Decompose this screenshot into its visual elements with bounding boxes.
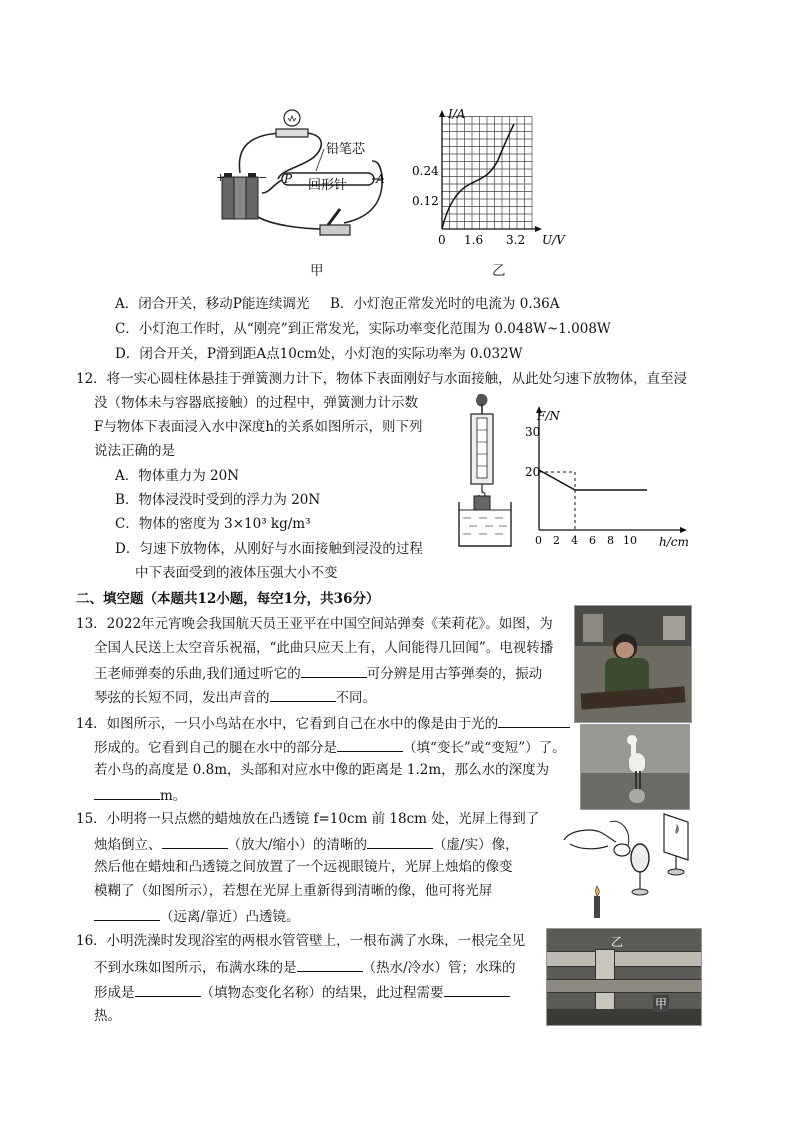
q12-stem-line3: F与物体下表面浸入水中深度h的关系如图所示，则下列 [94,419,423,435]
q13-line1: 13．2022年元宵晚会我国航天员王亚平在中国空间站弹奏《茉莉花》。如图，为 [76,616,553,632]
q13-blank-1[interactable] [301,663,367,678]
fh-xtick: 2 [553,534,560,547]
q14-blank-1[interactable] [498,713,570,728]
q15-blank-1[interactable] [162,834,228,849]
q15-text: （放大/缩小）的清晰的 [227,837,368,853]
q16-line4: 热。 [94,1008,121,1024]
q16-line2 [94,957,516,977]
q16-line3 [94,982,510,1002]
fh-xtick: 0 [535,534,542,547]
q11-option-d: D．闭合开关，P滑到距A点10cm处，小灯泡的实际功率为 0.032W [115,346,523,362]
q16-blank-1[interactable] [297,957,363,972]
q16-text: 不到水珠如图所示，布满水珠的是 [94,960,297,976]
iu-xtick: 0 [438,233,446,247]
q14-text: m。 [160,788,187,804]
fh-ytick: 30 [525,425,541,439]
q14-blank-2[interactable] [337,737,403,752]
section-title: 二、填空题（本题共12小题，每空1分，共36分） [76,591,380,607]
q15-line4: 模糊了（如图所示），若想在光屏上重新得到清晰的像，他可将光屏 [94,883,493,899]
q15-line3: 然后他在蜡烛和凸透镜之间放置了一个远视眼镜片，光屏上烛焰的像变 [94,859,513,875]
q12-stem-line4: 说法正确的是 [94,443,175,459]
q14-line2 [94,737,566,757]
astronaut-guzheng-photo [574,605,692,723]
q16-line1: 16．小明洗澡时发现浴室的两根水管管壁上，一根布满了水珠，一根完全见 [76,933,526,949]
plus-terminal-label: + [216,171,226,184]
q15-blank-3[interactable] [94,906,160,921]
q13-blank-2[interactable] [270,687,336,702]
q16-text: （填物态变化名称）的结果，此过程需要 [200,985,444,1001]
q14-line1 [76,713,570,733]
q12-option-a: A．物体重力为 20N [115,468,240,484]
fh-xtick: 4 [571,534,578,547]
q16-text: 形成是 [94,985,135,1001]
q15-line2 [94,834,519,854]
spring-scale-apparatus [455,390,527,550]
q13-line3 [94,663,542,683]
minus-terminal-label: − [258,171,268,184]
q12-stem-line2: 没（物体未与容器底接触）的过程中，弹簧测力计示数 [94,395,418,411]
pipe-label-jia: 甲 [655,997,668,1011]
q15-text: （虚/实）像， [433,837,519,853]
q16-blank-2[interactable] [135,982,201,997]
iu-xtick: 1.6 [464,233,484,247]
q12-option-b: B．物体浸没时受到的浮力为 20N [115,492,321,508]
q13-text: 可分辨是用古筝弹奏的，振动 [366,666,543,682]
q13-line4 [94,687,376,707]
fh-xtick: 10 [623,534,637,547]
q14-text: 形成的。它看到自己的腿在水中的部分是 [94,740,337,756]
q14-text: 14．如图所示，一只小鸟站在水中，它看到自己在水中的像是由于光的 [76,716,499,732]
q14-text: （填“变长”或“变短”）了。 [403,740,566,756]
q13-text: 王老师弹奏的乐曲,我们通过听它的 [94,666,301,682]
fh-ytick: 20 [525,465,541,479]
iu-grid-lines [442,117,532,230]
iu-ytick: 0.12 [412,194,439,208]
q15-line1: 15．小明将一只点燃的蜡烛放在凸透镜 f=10cm 前 18cm 处，光屏上得到了 [76,811,540,827]
slider-p-label: P [284,172,293,186]
pipe-label-yi: 乙 [611,935,624,949]
q14-blank-3[interactable] [94,785,160,800]
q12-option-d: D．匀速下放物体，从刚好与水面接触到浸没的过程 [115,541,423,557]
q15-text: 烛焰倒立、 [94,837,162,853]
iu-ytick: 0.24 [412,164,439,178]
q15-blank-2[interactable] [367,834,433,849]
fh-xlabel: h/cm [659,535,689,549]
q11-option-a: A．闭合开关，移动P能连续调光 [115,296,310,312]
q13-line2: 全国人民送上太空音乐祝福，“此曲只应天上有，人间能得几回闻”。电视转播 [94,640,554,656]
end-a-label: A [376,172,385,186]
q16-blank-3[interactable] [444,982,510,997]
q12-option-c: C．物体的密度为 3×10³ kg/m³ [115,516,311,532]
iu-graph [408,106,568,251]
water-pipes-photo [546,928,702,1026]
clip-label: 回形针 [308,178,348,193]
iu-ylabel: I/A [448,107,466,121]
q12-stem-line1: 12．将一实心圆柱体悬挂于弹簧测力计下，物体下表面刚好与水面接触，从此处匀速下放物体，直至浸 [76,371,688,387]
figure-caption-yi: 乙 [492,263,506,279]
bird-in-water-photo [580,724,690,810]
q12-option-d-cont: 中下表面受到的液体压强大小不变 [135,565,338,581]
force-depth-graph [527,402,697,550]
q15-text: （远离/靠近）凸透镜。 [160,909,300,925]
q15-line5 [94,906,300,926]
q16-text: （热水/冷水）管；水珠的 [362,960,516,976]
q11-option-b: B．小灯泡正常发光时的电流为 0.36A [330,296,560,312]
q14-line3: 若小鸟的高度是 0.8m，头部和对应水中像的距离是 1.2m，那么水的深度为 [94,762,550,778]
lens-experiment-drawing [560,810,698,925]
fh-xtick: 8 [607,534,614,547]
fh-xtick: 6 [589,534,596,547]
q13-text: 琴弦的长短不同，发出声音的 [94,690,270,706]
circuit-diagram [212,105,402,255]
q11-option-c: C．小灯泡工作时，从“刚亮”到正常发光，实际功率变化范围为 0.048W~1.008W [115,321,611,337]
pencil-lead-label: 铅笔芯 [326,142,366,157]
iu-xlabel: U/V [542,233,565,247]
iu-xtick: 3.2 [506,233,526,247]
force-depth-line [539,470,647,490]
q14-line4 [94,785,186,805]
q13-text: 不同。 [335,690,376,706]
fh-ylabel: F/N [537,409,560,423]
figure-caption-jia: 甲 [310,263,324,279]
